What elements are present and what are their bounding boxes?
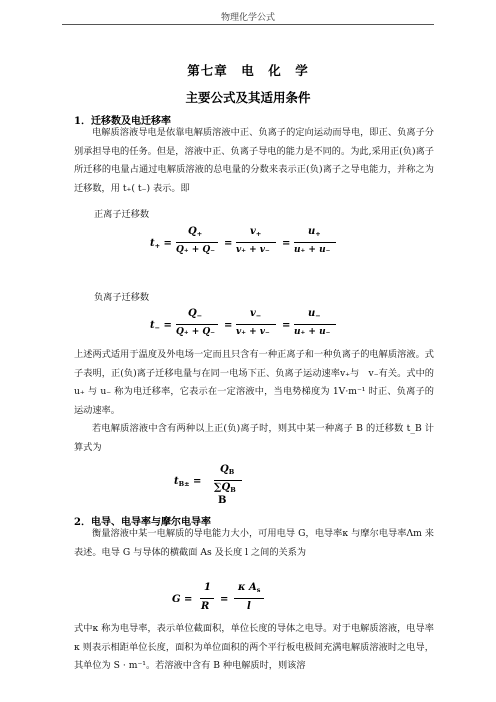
eq2-fraction-bar-3 [294, 324, 336, 325]
eq3-num: Q [220, 464, 229, 475]
label-negative-transference: 负离子迁移数 [94, 292, 150, 303]
running-head: 物理化学公式 [220, 13, 275, 23]
eq1-num2: v [250, 226, 256, 237]
eq2-fraction-bar-2 [236, 324, 276, 325]
eq2-fraction-bar-1 [176, 324, 218, 325]
eq1-fraction-bar-1 [176, 242, 218, 243]
section1-paragraph-1: 电解质溶液导电是依靠电解质溶液中正、负离子的定向运动而导电，即正、负离子分别承担导电的任务。但是，溶液中正、负离子导电的能力是不同的。为此,采用正(负)离子所迁移的电量占通过电解质溶液的总电量的分数来表示正(负)离子之导电能力，并称之为迁移数，用 t₊( t₋) 表示。即 [74, 127, 434, 194]
eq4-lhs: G [172, 594, 181, 605]
section2-paragraph-2: 式中κ 称为电导率，表示单位截面积，单位长度的导体之电导。对于电解质溶液，电导率κ 则表示相距单位长度，面积为单位面积的两个平行板电极间充满电解质溶液时之电导，其单位为 S · m⁻¹。若溶液中含有 B 种电解质时，则该溶 [74, 623, 434, 671]
eq1-fraction-bar-2 [236, 242, 276, 243]
eq1-num3-sub: + [315, 230, 321, 238]
equation-negative-transference: $t_-$ = $Q_-$ Q₊ + Q₋ = $v_-$ v₊ + v₋ = $u_-$ u₊ + u₋ [150, 308, 360, 344]
eq1-num1-sub: + [196, 230, 203, 238]
eq1-lhs-sub: + [154, 242, 161, 250]
eq2-den2: v₊ + v₋ [236, 327, 270, 337]
subtitle: 主要公式及其适用条件 [185, 90, 311, 105]
eq4-num2-sub: s [256, 586, 261, 594]
eq2-lhs-sub: − [154, 324, 161, 332]
eq3-lhs-sub: B± [178, 480, 190, 488]
eq4-fraction-bar-1 [200, 598, 214, 599]
eq1-num1: Q [188, 226, 197, 237]
eq3-num-sub: B [228, 468, 235, 476]
eq1-fraction-bar-3 [294, 242, 336, 243]
chapter-title: 第七章 电 化 学 [187, 63, 309, 78]
eq1-num3: u [308, 226, 316, 237]
eq1-num2-sub: + [255, 230, 262, 238]
section-heading-2: 2．电导、电导率与摩尔电导率 [74, 517, 211, 528]
header-rule [62, 24, 434, 25]
eq4-num2: κ A [238, 582, 257, 593]
eq4-num1: 1 [204, 582, 211, 593]
eq4-den1: R [201, 601, 210, 612]
label-positive-transference: 正离子迁移数 [94, 209, 150, 220]
eq2-lhs: t [150, 320, 155, 331]
eq2-num2: v [250, 308, 256, 319]
eq2-den1: Q₊ + Q₋ [176, 327, 215, 337]
eq1-lhs: t [150, 238, 155, 249]
eq3-den-sub: B [230, 486, 236, 494]
section1-paragraph-2: 上述两式适用于温度及外电场一定而且只含有一种正离子和一种负离子的电解质溶液。式子表明，正(负)离子迁移电量与在同一电场下正、负离子运动速率v₊与 v₋有关。式中的 u₊ 与 u₋ 称为电迁移率，它表示在一定溶液中，当电势梯度为 1V·m⁻¹ 时正、负离子的运动速率。 [74, 349, 434, 416]
equation-positive-transference: $t_+$ = $Q_+$ Q₊ + Q₋ = $v_+$ v₊ + v₋ = $u_+$ u₊ + u₋ [150, 226, 360, 262]
eq2-num2-sub: − [255, 312, 262, 320]
eq3-lhs: t [174, 476, 179, 487]
eq2-num1-sub: − [196, 312, 203, 320]
eq2-num3-sub: − [315, 312, 321, 320]
eq2-den3: u₊ + u₋ [294, 327, 331, 337]
eq2-num1: Q [188, 308, 197, 319]
eq3-den: ∑Q [214, 482, 231, 493]
eq1-den1: Q₊ + Q₋ [176, 245, 215, 255]
eq3-fraction-bar [214, 480, 242, 481]
section1-paragraph-3: 若电解质溶液中含有两种以上正(负)离子时，则其中某一种离子 B 的迁移数 t_B 计算式为 [74, 423, 434, 453]
eq2-num3: u [308, 308, 316, 319]
eq4-den2: l [247, 601, 251, 612]
eq1-den2: v₊ + v₋ [236, 245, 270, 255]
eq3-den-under: B [218, 495, 227, 506]
section-heading-1: 1．迁移数及电迁移率 [74, 116, 171, 127]
equation-transference-b: $t_{B\pm}$ = $Q_B$ $\sum Q_B$ B [174, 464, 254, 504]
eq1-den3: u₊ + u₋ [294, 245, 331, 255]
section2-paragraph-1: 衡量溶液中某一电解质的导电能力大小，可用电导 G，电导率κ 与摩尔电导率Λm 来表述。电导 G 与导体的横截面 As 及长度 l 之间的关系为 [74, 528, 434, 558]
equation-conductance: G = 1 R = κ $A_s$ l [172, 582, 292, 618]
eq4-fraction-bar-2 [234, 598, 264, 599]
